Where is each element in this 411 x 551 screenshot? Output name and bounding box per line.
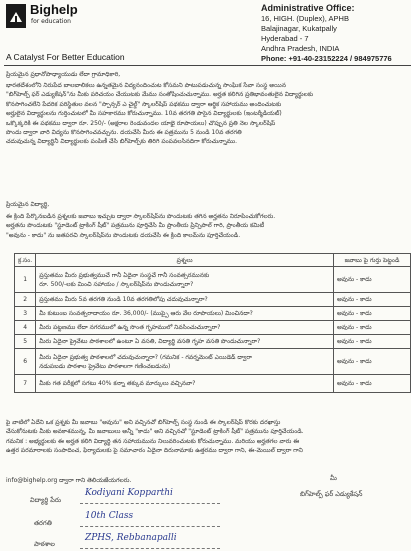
row-number: 3	[15, 307, 36, 321]
table-row	[15, 293, 411, 307]
table-row	[15, 349, 411, 375]
address-line: Balajinagar, Kukatpally	[261, 24, 337, 33]
student-greeting: ప్రియమైన విద్యార్థి,	[6, 201, 50, 208]
answer-cell[interactable]: అవును - కాదు	[334, 267, 411, 293]
instruction-line: "అవును - కాదు" ను జతపరచి స్కాలర్‌షిప్‌ను పొందుటకు దయచేసి ఈ క్రింది కాలమ్‌ను పూర్తిచేయండి.	[6, 231, 241, 239]
bighelp-logo-icon	[6, 4, 26, 28]
question-text: మీకు గత పరీక్షలో సగటు 40% కన్నా తక్కువ మార్కులు వచ్చినవా?	[39, 380, 196, 387]
table-row	[15, 321, 411, 335]
intro-line: పొందు ద్వారా వారి విద్యను కొనసాగించవచ్చును. దయచేసి మీరు ఈ పత్రమును 5 నుండి 10వ తరగతి	[6, 129, 242, 137]
class-label: తరగతి	[34, 519, 52, 527]
instruction-line: ఈ క్రింది పేర్కొనబడిన ప్రశ్నలకు జవాబు ఇచ్చుట ద్వారా స్కాలర్‌షిప్‌ను పొందుటకు తగిన అర్హతను నిరూపించుకోగలరు.	[6, 213, 276, 220]
table-row	[15, 267, 411, 293]
col-header-answer: జవాబు పై గుర్తు పెట్టండి	[334, 254, 411, 267]
greeting: ప్రియమైన ప్రధానోపాధ్యాయుడు లేదా గ్రామాధికారి,	[6, 71, 121, 78]
answer-no[interactable]: కాదు	[360, 380, 372, 387]
question-cell	[36, 375, 334, 393]
question-cell	[36, 293, 334, 307]
student-name-label: విద్యార్థి పేరు	[30, 496, 62, 504]
class-value[interactable]: 10th Class	[85, 511, 134, 521]
answer-yes[interactable]: అవును	[337, 296, 355, 303]
intro-line: చదువుచున్న విద్యార్థినీ విద్యార్థులకు పంపిణీ చేసి బిగ్‌హెల్ప్‌కు తిరిగి పంపవలసినదిగా కోరుచున్నాము.	[6, 138, 237, 146]
tagline: A Catalyst For Better Education	[6, 52, 125, 62]
table-row	[15, 307, 411, 321]
address-line: Hyderabad - 7	[261, 34, 309, 43]
question-cell	[36, 321, 334, 335]
answer-yes[interactable]: అవును	[337, 276, 355, 283]
signature-closing: మీ	[330, 474, 337, 482]
intro-paragraph	[6, 81, 406, 147]
name-underline	[80, 502, 220, 504]
email-line: info@bighelp.org ద్వారా గాని తెలియజేయగలరు.	[6, 477, 132, 484]
student-name-value[interactable]: Kodiyani Kopparthi	[85, 488, 173, 498]
question-cell	[36, 307, 334, 321]
phone-numbers: Phone: +91-40-23152224 / 984975776	[261, 54, 392, 63]
row-number: 2	[15, 293, 36, 307]
answer-no[interactable]: కాదు	[360, 358, 372, 365]
question-text: రూ. 500/-లకు మించి సహాయం / స్కాలర్‌షిప్‌ను పొందుచున్నారా?	[39, 280, 194, 288]
intro-line: "బిగ్‌హెల్ప్ ఫర్ ఎడ్యుకేషన్"ను మీకు పరిచయం చేయుటకు మేము సంతోషించుచున్నాము. అర్హత కలిగిన ప్రతిభావంతులైన విద్యార్థులకు	[6, 91, 314, 99]
answer-cell[interactable]: అవును - కాదు	[334, 349, 411, 375]
answer-yes[interactable]: అవును	[337, 310, 355, 317]
eligibility-questions-table	[14, 253, 411, 393]
question-cell	[36, 335, 334, 349]
question-text: నడుపబడు పాఠశాల ప్రైవేటు పాఠశాలగా గణించబడును)	[39, 362, 171, 370]
answer-cell[interactable]: అవును - కాదు	[334, 307, 411, 321]
answer-no[interactable]: కాదు	[360, 296, 372, 303]
row-number: 7	[15, 375, 36, 393]
answer-no[interactable]: కాదు	[360, 338, 372, 345]
table-row	[15, 335, 411, 349]
closing-line: పై వాటిలో ఏదేని ఒక ప్రశ్నకు మీ జవాబు "అవును" అని వచ్చినచో బిగ్‌హెల్ప్ సంస్థ నుండి ఈ స్కాలర్‌షిప్ కొరకు దరఖాస్తు	[6, 419, 281, 426]
closing-line: చేసుకోనుటకు మీకు అవకాశమున్న, మీ జవాబులు అన్నీ "కాదు" అని వచ్చినచో "స్టూడెంట్ ట్రాకింగ్ షీట్" పత్రమును పూర్తిచేయండి.	[6, 428, 304, 436]
office-address-block	[261, 2, 411, 64]
row-number: 4	[15, 321, 36, 335]
table-header-row	[15, 254, 411, 267]
table-row	[15, 375, 411, 393]
closing-line: గమనిక : అభ్యర్థులకు ఈ అర్హత కలిగి విద్యార్థి తన సహాయమును నిలువరించుటకు కోరుచున్నాము. మరియు అర్హతగల వారు ఈ	[6, 437, 300, 445]
row-number: 6	[15, 349, 36, 375]
closing-line: ఉత్తర పరమారాలకు సంపాదించ, ఫిర్యాదులకు పై సమాచారం ఏదైనా దిరునామాకు ఉత్తరము ద్వారా గాని, ఈ-మెయిల్ ద్వారా గాని	[6, 447, 303, 455]
answer-no[interactable]: కాదు	[360, 310, 372, 317]
header-divider	[4, 65, 411, 66]
col-header-question: ప్రశ్నలు	[36, 254, 334, 267]
question-text: ప్రస్తుతము మీరు 5వ తరగతి నుండి 10వ తరగతిలోపు చదువుచున్నారా?	[39, 296, 208, 303]
school-value[interactable]: ZPHS, Rebbanapalli	[85, 533, 177, 543]
intro-line: భారతదేశంలోని నిరుపేద బాలబాలికలు ఉన్నతమైన విద్యనందించుట కోసమని పాటుపడుచున్న సాంఘిక సేవా సంస్థ అయిన	[6, 82, 286, 89]
answer-cell[interactable]: అవును - కాదు	[334, 321, 411, 335]
row-number: 5	[15, 335, 36, 349]
question-text: మీరు ఏదైనా ప్రైవేటు పాఠశాలలో ఉంటూ ఏ వసతి, విద్యార్థి వసతి గృహ వసతి పొందుచున్నారా?	[39, 338, 261, 345]
answer-cell[interactable]: అవును - కాదు	[334, 375, 411, 393]
question-cell	[36, 349, 334, 375]
question-cell	[36, 267, 334, 293]
school-label: పాఠశాల	[34, 540, 55, 548]
instruction-line: అర్హతను పొందుటకు "స్టూడెంట్ ట్రాకింగ్ షీట్" పత్రమును పూర్తిచేసి మీ ప్రాంతీయ ప్రిన్సిపాల్ గారి, ప్రాంతీయ కమిటీ	[6, 222, 265, 230]
address-line: 16, HIGH. (Duplex), APHB	[261, 14, 349, 23]
answer-cell[interactable]: అవును - కాదు	[334, 293, 411, 307]
question-text: మీ కుటుంబ సంవత్సరాదాయం రూ. 36,000/- (ముప్పై ఆరు వేల రూపాయలు) మించినదా?	[39, 310, 253, 317]
answer-yes[interactable]: అవును	[337, 338, 355, 345]
instructions-paragraph	[6, 212, 406, 240]
closing-paragraph	[6, 418, 406, 456]
answer-no[interactable]: కాదు	[360, 276, 372, 283]
intro-line: ఒక్కొక్కరికి ఈ పథకము ద్వారా రూ. 250/- (అక్షరాల రెండువందల యాభై రూపాయలు) చొప్పున ప్రతి నెల స్కాలర్‌షిప్	[6, 119, 276, 127]
signature-org: బిగ్‌హెల్ప్ ఫర్ ఎడ్యుకేషన్	[300, 490, 363, 498]
answer-yes[interactable]: అవును	[337, 324, 355, 331]
row-number: 1	[15, 267, 36, 293]
answer-cell[interactable]: అవును - కాదు	[334, 335, 411, 349]
brand-subtitle: for education	[31, 18, 71, 25]
class-underline	[80, 525, 220, 527]
intro-line: కొనసాగించలేని పేదరిక పరిస్థితుల వలన "స్పాన్సర్ ఎ చైల్డ్" స్కాలర్‌షిప్ పథకము ద్వారా ఆర్థిక సహాయము అందించుటకు	[6, 100, 282, 108]
col-header-no: క్ర.సం.	[15, 254, 36, 267]
question-text: ప్రస్తుతము మీరు ప్రభుత్వముచే గానీ ఏదైనా సంస్థచే గానీ సంవత్సరమునకు	[39, 271, 210, 279]
answer-yes[interactable]: అవును	[337, 358, 355, 365]
school-underline	[80, 547, 220, 549]
question-text: మీరు ఏదైనా ప్రభుత్వ పాఠశాలలో చదువుచున్నారా? (గమనిక - గవర్నమెంట్ ఎయిడెడ్ ద్వారా	[39, 353, 252, 361]
address-line: Andhra Pradesh, INDIA	[261, 44, 340, 53]
intro-line: అర్హులైన విద్యార్థులను గుర్తించుటలో మీ సహకారము కోరుచున్నాము. 10వ తరగతి పాసైన విద్యార్థులకు (ఇంటర్మీడియట్)	[6, 110, 282, 118]
brand-name: Bighelp	[30, 2, 78, 17]
office-title: Administrative Office:	[261, 3, 355, 13]
answer-no[interactable]: కాదు	[360, 324, 372, 331]
answer-yes[interactable]: అవును	[337, 380, 355, 387]
question-text: మీరు పట్టణము లేదా నగరములో ఉన్న సొంత గృహములో నివసించుచున్నారా?	[39, 324, 221, 331]
